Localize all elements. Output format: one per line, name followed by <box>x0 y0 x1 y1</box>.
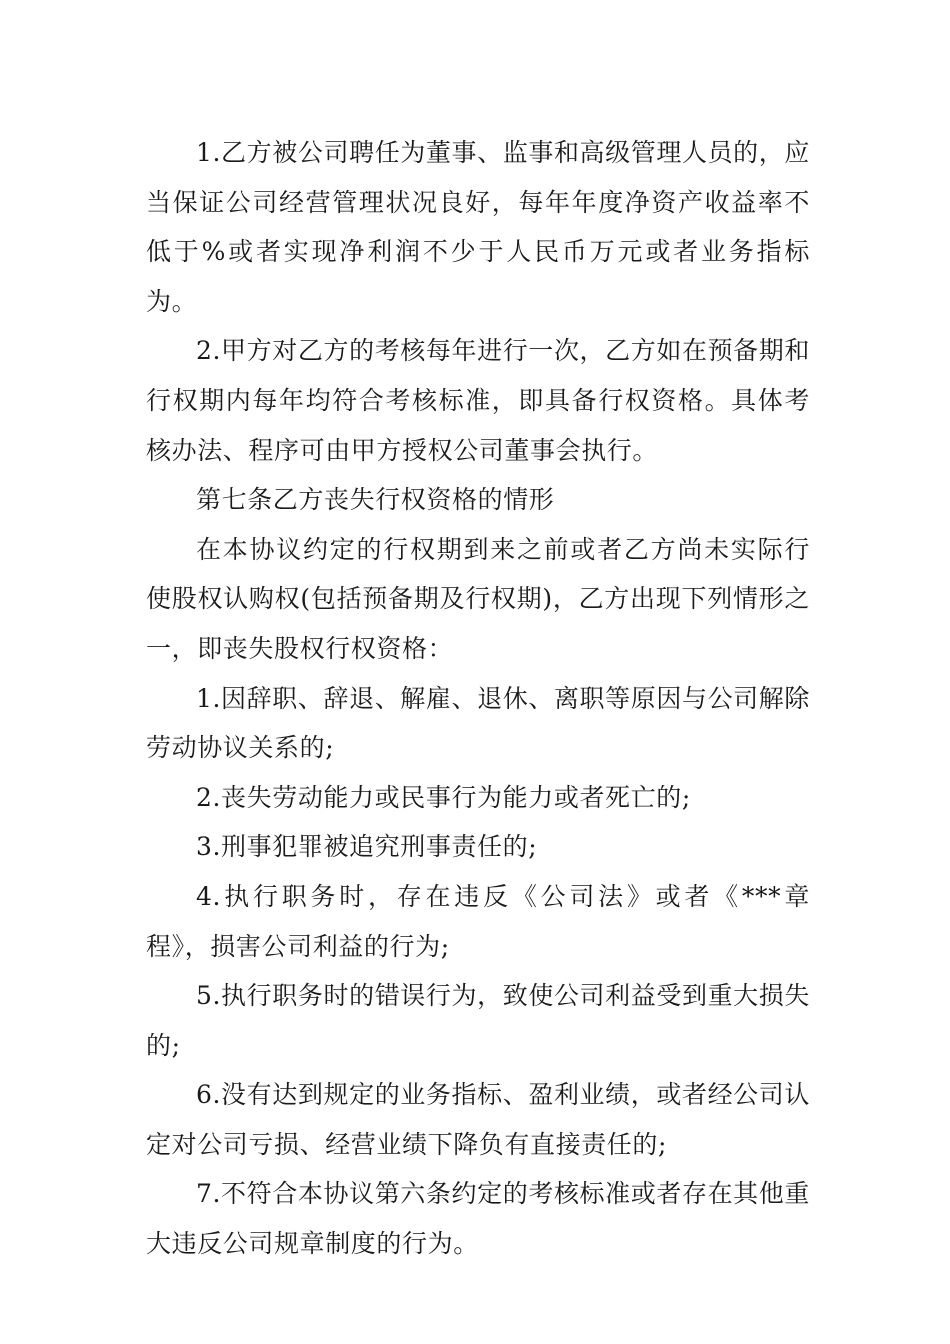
list-item-1-resignation: 1.因辞职、辞退、解雇、退休、离职等原因与公司解除劳动协议关系的; <box>146 683 810 763</box>
paragraph-clause-1-performance: 1.乙方被公司聘任为董事、监事和高级管理人员的，应当保证公司经营管理状况良好，每年年度净资产收益率不低于%或者实现净利润不少于人民币万元或者业务指标为。 <box>146 138 810 316</box>
list-item-2-incapacity: 2.丧失劳动能力或民事行为能力或者死亡的; <box>196 782 691 812</box>
paragraph-article-7-intro: 在本协议约定的行权期到来之前或者乙方尚未实际行使股权认购权(包括预备期及行权期)，乙方出现下列情形之一，即丧失股权行权资格： <box>146 534 810 663</box>
list-item-3-criminal: 3.刑事犯罪被追究刑事责任的; <box>196 832 538 862</box>
list-item-7-noncompliance: 7.不符合本协议第六条约定的考核标准或者存在其他重大违反公司规章制度的行为。 <box>146 1179 810 1259</box>
list-item-6-targets: 6.没有达到规定的业务指标、盈利业绩，或者经公司认定对公司亏损、经营业绩下降负有直接责任的; <box>146 1080 810 1159</box>
document-body <box>146 128 810 1269</box>
paragraph-clause-2-assessment: 2.甲方对乙方的考核每年进行一次，乙方如在预备期和行权期内每年均符合考核标准，即具备行权资格。具体考核办法、程序可由甲方授权公司董事会执行。 <box>146 336 810 465</box>
list-item-5-misconduct: 5.执行职务时的错误行为，致使公司利益受到重大损失的; <box>146 981 810 1060</box>
list-item-4-violation: 4.执行职务时，存在违反《公司法》或者《***章程》，损害公司利益的行为; <box>146 881 810 961</box>
section-heading-article-7: 第七条乙方丧失行权资格的情形 <box>196 485 555 515</box>
